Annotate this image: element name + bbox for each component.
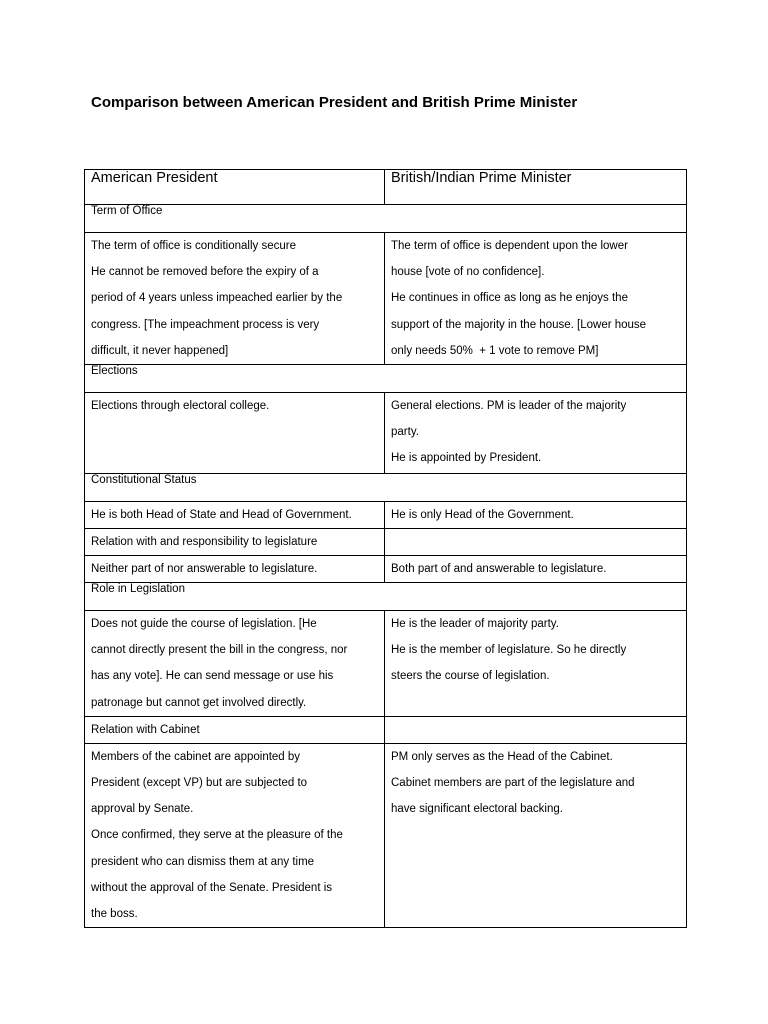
text-line: party. <box>391 426 419 439</box>
text-line: approval by Senate. <box>91 803 194 816</box>
section-row-elections <box>85 365 687 393</box>
cell-cabinet-right <box>385 743 687 927</box>
page-title: Comparison between American President and British Prime Minister <box>91 94 578 111</box>
text-line: congress. [The impeachment process is very <box>91 318 320 331</box>
text-line: Members of the cabinet are appointed by <box>91 750 301 763</box>
cell-relation-cabinet-right <box>385 716 687 743</box>
text-line: president who can dismiss them at any time <box>91 855 315 868</box>
section-heading-text: Elections <box>91 365 138 378</box>
text-line: Cabinet members are part of the legislature and <box>391 777 635 790</box>
text-line: cannot directly present the bill in the congress, nor <box>91 644 348 657</box>
column-header-british-pm: British/Indian Prime Minister <box>385 170 687 205</box>
table-row <box>85 529 687 556</box>
cell-status-left: He is both Head of State and Head of Government. <box>85 502 385 529</box>
section-heading-role-in-legislation <box>85 583 687 611</box>
column-header-american-president: American President <box>85 170 385 205</box>
cell-term-right <box>385 233 687 365</box>
cell-cabinet-left <box>85 743 385 927</box>
text-line: difficult, it never happened] <box>91 344 229 357</box>
section-heading-term-of-office <box>85 205 687 233</box>
text-line: He is appointed by President. <box>391 452 542 465</box>
text-line: He is the member of legislature. So he directly <box>391 644 627 657</box>
cell-legislation-left <box>85 611 385 717</box>
cell-elections-right <box>385 393 687 474</box>
table-row <box>85 233 687 365</box>
section-heading-elections <box>85 365 687 393</box>
section-heading-constitutional-status <box>85 474 687 502</box>
section-heading-text: Constitutional Status <box>91 474 197 487</box>
cell-answerable-left: Neither part of nor answerable to legislature. <box>85 556 385 583</box>
table-row <box>85 743 687 927</box>
section-row-constitutional-status <box>85 474 687 502</box>
cell-elections-left <box>85 393 385 474</box>
text-line: without the approval of the Senate. President is <box>91 881 333 894</box>
text-line: only needs 50% + 1 vote to remove PM] <box>391 344 599 357</box>
text-line: President (except VP) but are subjected to <box>91 777 308 790</box>
text-line: PM only serves as the Head of the Cabinet. <box>391 750 613 763</box>
table-row <box>85 393 687 474</box>
text-line: The term of office is dependent upon the lower <box>391 240 628 252</box>
cell-legislation-right <box>385 611 687 717</box>
cell-term-left <box>85 233 385 365</box>
section-row-term-of-office <box>85 205 687 233</box>
text-line: He continues in office as long as he enjoys the <box>391 292 628 305</box>
table-row <box>85 556 687 583</box>
text-line: steers the course of legislation. <box>391 670 550 683</box>
text-line: the boss. <box>91 908 138 921</box>
text-line: Does not guide the course of legislation. [He <box>91 618 317 631</box>
text-line: Elections through electoral college. <box>91 400 270 413</box>
text-line: support of the majority in the house. [Lower house <box>391 318 647 331</box>
text-line: He is the leader of majority party. <box>391 618 559 631</box>
table-header-row <box>85 170 687 205</box>
cell-relation-legislature-right <box>385 529 687 556</box>
text-line: house [vote of no confidence]. <box>391 266 545 279</box>
text-line: Once confirmed, they serve at the pleasure of the <box>91 829 343 842</box>
table-row <box>85 716 687 743</box>
text-line: have significant electoral backing. <box>391 803 563 816</box>
comparison-table <box>84 169 687 928</box>
table-row <box>85 502 687 529</box>
text-line: General elections. PM is leader of the majority <box>391 400 627 413</box>
cell-relation-cabinet-left: Relation with Cabinet <box>85 716 385 743</box>
table-row <box>85 611 687 717</box>
text-line: period of 4 years unless impeached earlier by the <box>91 292 343 305</box>
cell-relation-legislature-left: Relation with and responsibility to legislature <box>85 529 385 556</box>
text-line: The term of office is conditionally secure <box>91 240 296 252</box>
section-row-role-in-legislation <box>85 583 687 611</box>
text-line: has any vote]. He can send message or use his <box>91 670 334 683</box>
text-line: patronage but cannot get involved directly. <box>91 696 307 709</box>
cell-status-right: He is only Head of the Government. <box>385 502 687 529</box>
text-line: He cannot be removed before the expiry of a <box>91 266 319 279</box>
section-heading-text: Term of Office <box>91 205 163 217</box>
cell-answerable-right: Both part of and answerable to legislature. <box>385 556 687 583</box>
section-heading-text: Role in Legislation <box>91 583 185 596</box>
